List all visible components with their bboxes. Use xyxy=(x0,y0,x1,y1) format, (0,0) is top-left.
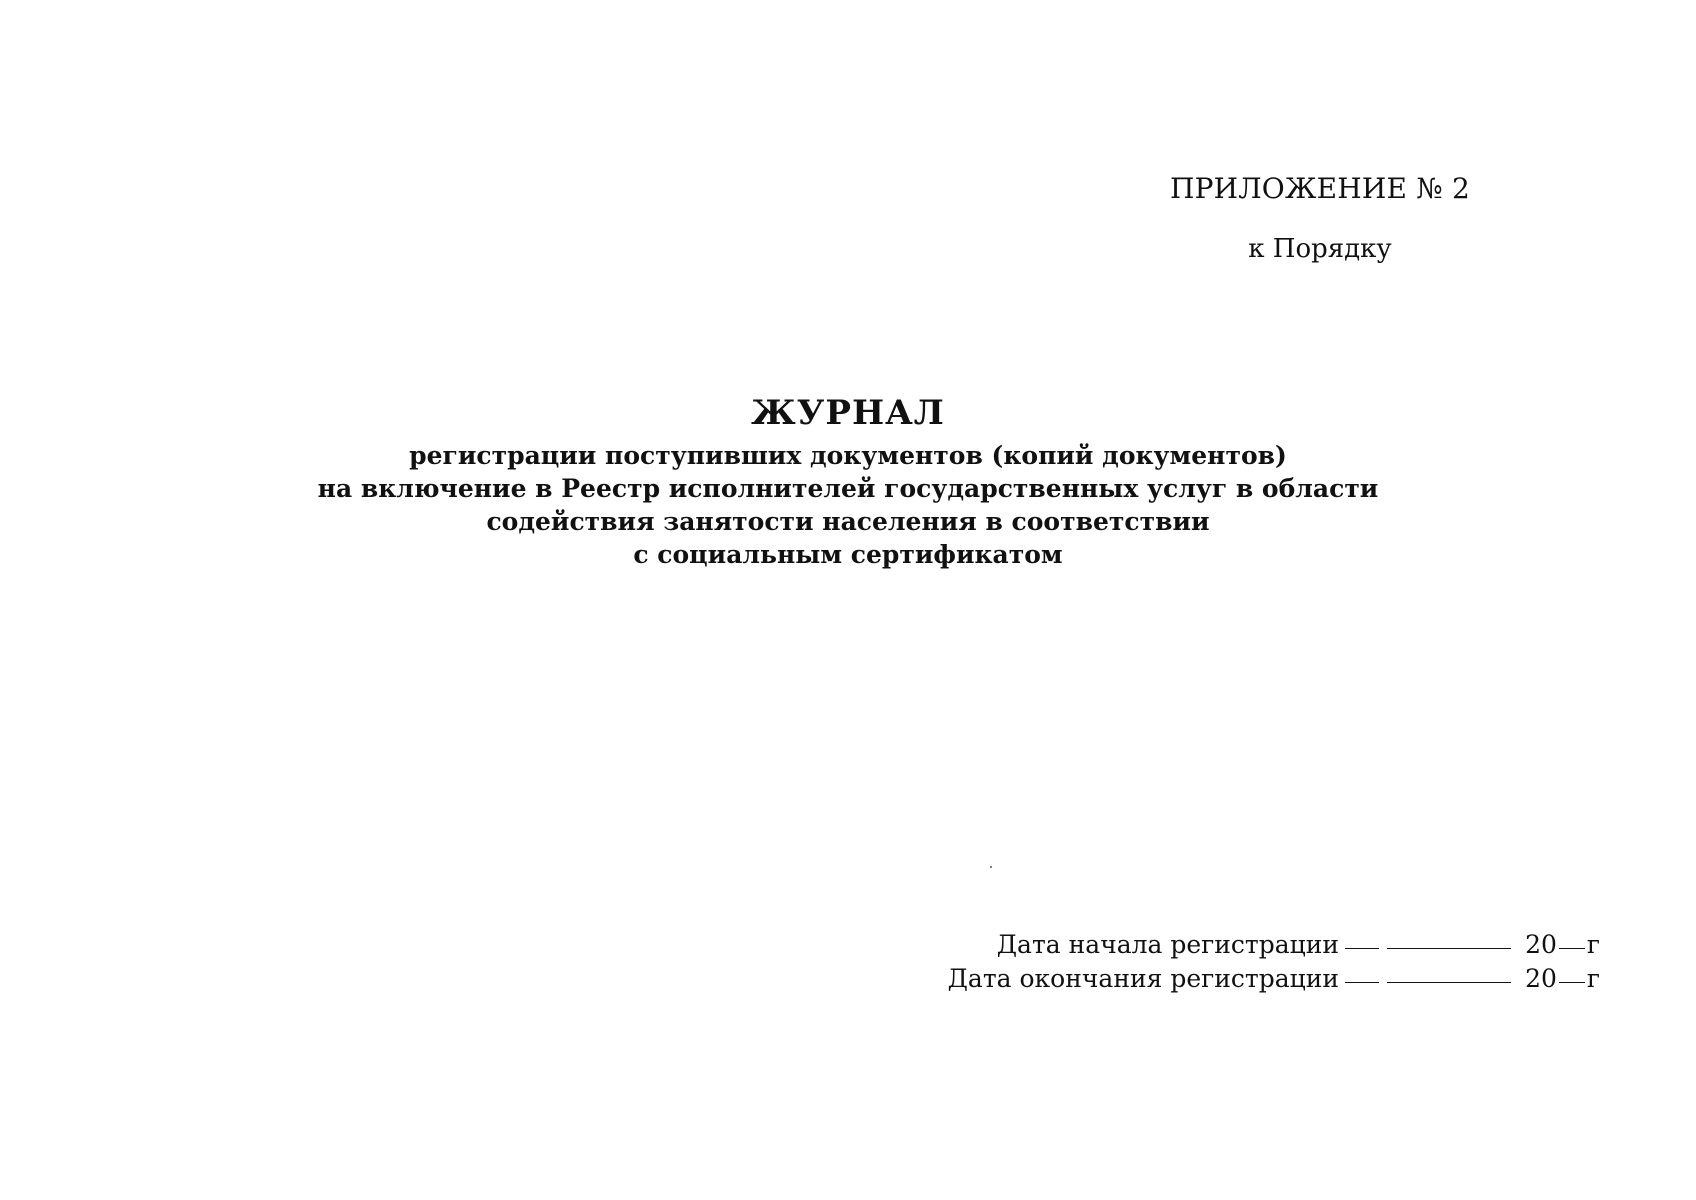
journal-line-4: с социальным сертификатом xyxy=(633,540,1063,569)
journal-description xyxy=(0,439,1696,571)
end-month-blank xyxy=(1387,982,1511,983)
journal-title: ЖУРНАЛ xyxy=(751,393,945,433)
journal-line-2: на включение в Реестр исполнителей государственных услуг в области xyxy=(317,474,1379,503)
journal-line-1: регистрации поступивших документов (копий документов) xyxy=(409,441,1287,470)
start-year-prefix: 20 xyxy=(1525,930,1557,959)
end-date-row xyxy=(940,962,1600,996)
appendix-subtitle: к Порядку xyxy=(1248,234,1392,264)
end-year-blank xyxy=(1559,982,1585,983)
end-year-suffix: г xyxy=(1586,964,1600,993)
end-year-prefix: 20 xyxy=(1525,964,1557,993)
start-month-blank xyxy=(1387,948,1511,949)
scan-speck xyxy=(990,866,992,868)
end-date-label: Дата окончания регистрации xyxy=(947,964,1340,993)
start-date-row xyxy=(940,928,1600,962)
end-day-blank xyxy=(1345,982,1379,983)
appendix-title: ПРИЛОЖЕНИЕ № 2 xyxy=(1169,172,1471,205)
start-day-blank xyxy=(1345,948,1379,949)
start-date-label: Дата начала регистрации xyxy=(996,930,1340,959)
registration-dates xyxy=(940,928,1600,996)
journal-line-3: содействия занятости населения в соответствии xyxy=(486,507,1210,536)
start-year-suffix: г xyxy=(1586,930,1600,959)
start-year-blank xyxy=(1559,948,1585,949)
